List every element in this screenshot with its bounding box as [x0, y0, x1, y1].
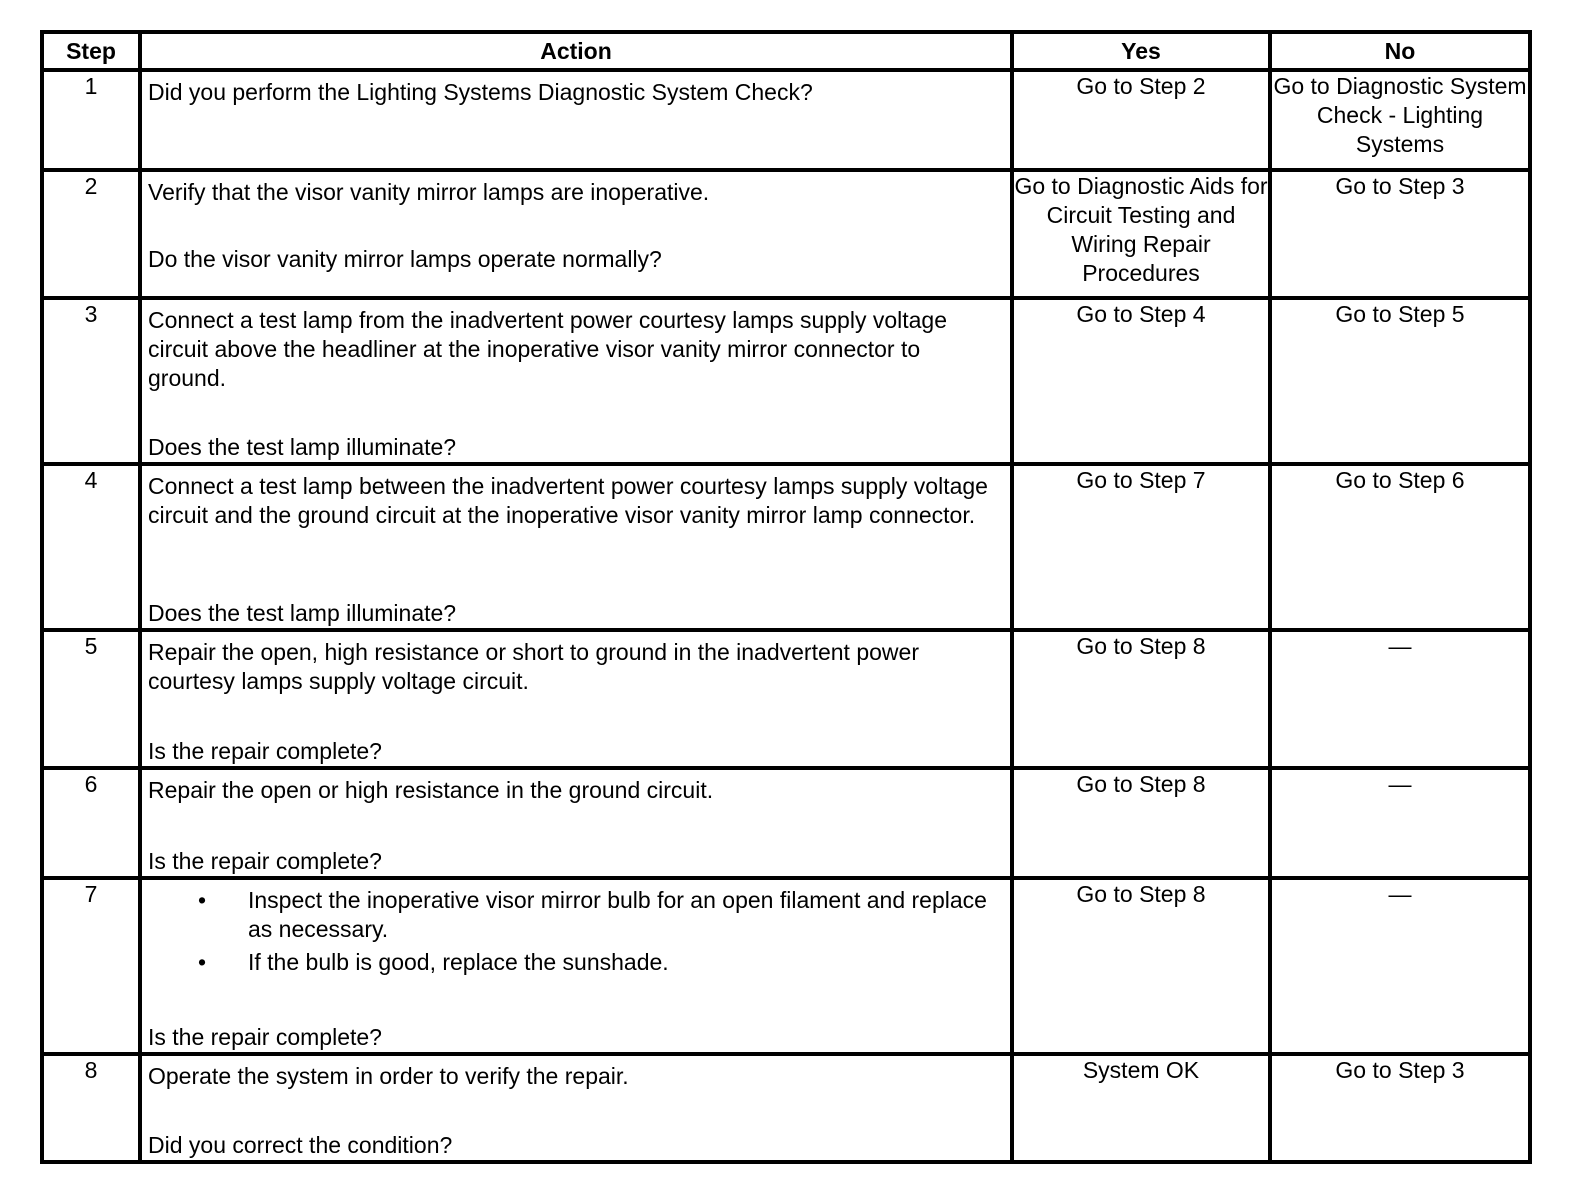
yes-result: Go to Step 7: [1012, 464, 1270, 630]
no-result: Go to Diagnostic System Check - Lighting Systems: [1270, 70, 1530, 170]
action-text: Did you perform the Lighting Systems Diagnostic System Check?: [148, 79, 813, 105]
table-row: [42, 70, 1530, 170]
no-result: Go to Step 6: [1270, 464, 1530, 630]
step-number: 5: [42, 630, 140, 768]
action-question: Is the repair complete?: [148, 848, 382, 874]
table-row: [42, 464, 1530, 630]
yes-result: Go to Diagnostic Aids for Circuit Testing and Wiring Repair Procedures: [1012, 170, 1270, 298]
action-text: Operate the system in order to verify the repair.: [148, 1063, 629, 1089]
table-row: [42, 878, 1530, 1054]
step-number: 6: [42, 768, 140, 878]
action-cell: [140, 298, 1012, 464]
action-question: Does the test lamp illuminate?: [148, 434, 457, 460]
action-text: Connect a test lamp from the inadvertent power courtesy lamps supply voltage circuit above the headliner at the inoperative visor vanity mirror connector to ground.: [148, 307, 948, 391]
action-text: Repair the open or high resistance in the ground circuit.: [148, 777, 714, 803]
action-cell: [140, 878, 1012, 1054]
no-result: —: [1270, 630, 1530, 768]
table-header-row: [42, 32, 1530, 70]
no-result: —: [1270, 878, 1530, 1054]
header-action: Action: [140, 32, 1012, 70]
step-number: 1: [42, 70, 140, 170]
action-text: Connect a test lamp between the inadvertent power courtesy lamps supply voltage circuit and the ground circuit at the inoperative visor vanity mirror lamp connector.: [148, 473, 988, 528]
no-result: Go to Step 5: [1270, 298, 1530, 464]
table-row: [42, 768, 1530, 878]
action-question: Does the test lamp illuminate?: [148, 600, 457, 626]
yes-result: Go to Step 8: [1012, 630, 1270, 768]
bullet-item: • If the bulb is good, replace the sunshade.: [248, 948, 1004, 977]
action-cell: [140, 768, 1012, 878]
action-cell: [140, 464, 1012, 630]
action-cell: [140, 170, 1012, 298]
yes-result: Go to Step 8: [1012, 768, 1270, 878]
action-cell: [140, 630, 1012, 768]
no-result: —: [1270, 768, 1530, 878]
header-yes: Yes: [1012, 32, 1270, 70]
step-number: 2: [42, 170, 140, 298]
step-number: 3: [42, 298, 140, 464]
action-question: Do the visor vanity mirror lamps operate normally?: [148, 246, 662, 272]
action-cell: [140, 70, 1012, 170]
yes-result: Go to Step 2: [1012, 70, 1270, 170]
header-step: Step: [42, 32, 140, 70]
yes-result: System OK: [1012, 1054, 1270, 1162]
table-row: [42, 630, 1530, 768]
action-text: Repair the open, high resistance or short to ground in the inadvertent power courtesy lamps supply voltage circuit.: [148, 639, 919, 694]
table-row: [42, 170, 1530, 298]
table-row: [42, 298, 1530, 464]
header-no: No: [1270, 32, 1530, 70]
no-result: Go to Step 3: [1270, 170, 1530, 298]
step-number: 8: [42, 1054, 140, 1162]
diagnostic-table: [40, 30, 1532, 1164]
step-number: 4: [42, 464, 140, 630]
yes-result: Go to Step 8: [1012, 878, 1270, 1054]
action-text: Verify that the visor vanity mirror lamps are inoperative.: [148, 179, 710, 205]
action-question: Is the repair complete?: [148, 1024, 382, 1050]
action-question: Did you correct the condition?: [148, 1132, 453, 1158]
no-result: Go to Step 3: [1270, 1054, 1530, 1162]
step-number: 7: [42, 878, 140, 1054]
bullet-list: [148, 886, 1004, 977]
action-cell: [140, 1054, 1012, 1162]
action-question: Is the repair complete?: [148, 738, 382, 764]
table-row: [42, 1054, 1530, 1162]
bullet-item: • Inspect the inoperative visor mirror bulb for an open filament and replace as necessary.: [248, 886, 1004, 944]
yes-result: Go to Step 4: [1012, 298, 1270, 464]
